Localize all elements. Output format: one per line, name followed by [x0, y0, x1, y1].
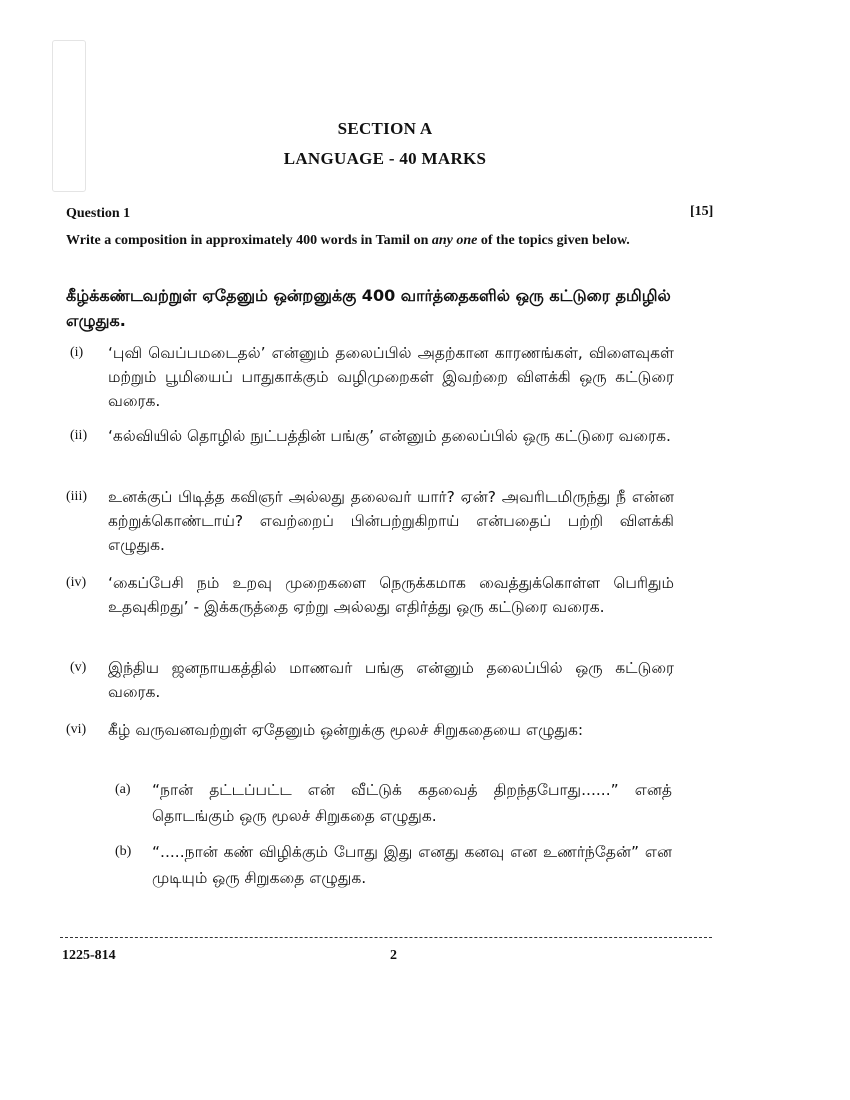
item-text: உனக்குப் பிடித்த கவிஞர் அல்லது தலைவர் யார்? ஏன்? அவரிடமிருந்து நீ என்ன கற்றுக்கொண்டாய்? எவற்றைப் பின்பற்றுகிறாய் என்பதைப் பற்றி விளக்கி எழுதுக.: [108, 488, 674, 554]
instruction-tamil: கீழ்க்கண்டவற்றுள் ஏதேனும் ஒன்றனுக்கு 400 வார்த்தைகளில் ஒரு கட்டுரை தமிழில் எழுதுக.: [66, 286, 671, 330]
item-text: ‘புவி வெப்பமடைதல்’ என்னும் தலைப்பில் அதற்கான காரணங்கள், விளைவுகள் மற்றும் பூமியைப் பாதுகாக்கும் வழிமுறைகள் இவற்றை விளக்கி ஒரு கட்டுரை வரைக.: [108, 344, 674, 410]
item-number: (v): [70, 660, 87, 675]
instruction-emphasis: any one: [431, 233, 478, 248]
subitem-number: (a): [115, 782, 131, 797]
footer-divider: [60, 937, 712, 938]
item-text: இந்திய ஜனநாயகத்தில் மாணவர் பங்கு என்னும் தலைப்பில் ஒரு கட்டுரை வரைக.: [108, 659, 674, 701]
section-subtitle: LANGUAGE - 40 MARKS: [283, 149, 487, 168]
item-number: (iv): [66, 575, 87, 590]
instruction-english-text: Write a composition in approximately 400 words in Tamil on any one of the topics given below.: [66, 233, 630, 248]
item-number: (iii): [66, 489, 87, 504]
question-marks: [15]: [690, 204, 714, 219]
page-number: 2: [390, 948, 397, 963]
instruction-english: [66, 231, 716, 250]
paper-code: 1225-814: [62, 948, 116, 963]
question-label: Question 1: [66, 206, 131, 221]
subitem-text: “நான் தட்டப்பட்ட என் வீட்டுக் கதவைத் திறந்தபோது......” எனத் தொடங்கும் ஒரு மூலச் சிறுகதை எழுதுக.: [152, 781, 672, 825]
item-text: கீழ் வருவனவற்றுள் ஏதேனும் ஒன்றுக்கு மூலச் சிறுகதையை எழுதுக:: [108, 721, 584, 739]
bleed-through-stamp: [52, 40, 86, 192]
item-number: (ii): [70, 428, 88, 443]
subitem-text: “.....நான் கண் விழிக்கும் போது இது எனது கனவு என உணர்ந்தேன்” என முடியும் ஒரு சிறுகதை எழுதுக.: [152, 843, 672, 887]
subitem-number: (b): [115, 844, 132, 859]
item-number: (i): [70, 345, 84, 360]
item-number: (vi): [66, 722, 87, 737]
section-title: SECTION A: [337, 119, 433, 138]
item-text: ‘கைப்பேசி நம் உறவு முறைகளை நெருக்கமாக வைத்துக்கொள்ள பெரிதும் உதவுகிறது’ - இக்கருத்தை ஏற்று அல்லது எதிர்த்து ஒரு கட்டுரை வரைக.: [108, 574, 674, 616]
item-text: ‘கல்வியில் தொழில் நுட்பத்தின் பங்கு’ என்னும் தலைப்பில் ஒரு கட்டுரை வரைக.: [108, 427, 671, 445]
